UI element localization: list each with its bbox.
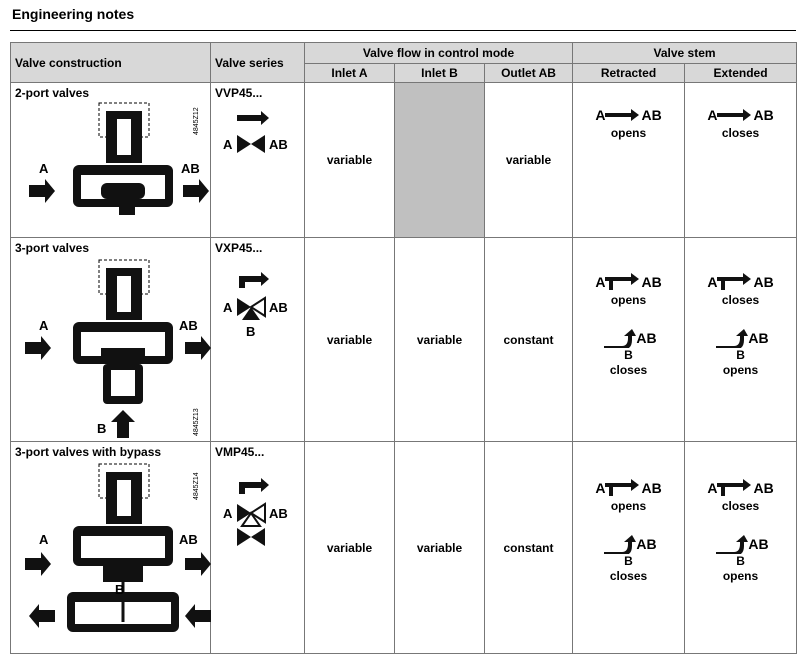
right-arrow-icon <box>717 272 753 292</box>
header-valve-stem: Valve stem <box>573 43 797 64</box>
stem-label-b: B <box>624 554 633 568</box>
construction-label: 3-port valves <box>15 241 90 255</box>
stem-label-ab: AB <box>748 330 769 346</box>
retracted-cell <box>573 442 685 654</box>
drawing-code: 4845Z14 <box>193 472 200 500</box>
stem-flow-b-ab <box>573 328 684 348</box>
drawing-code: 4845Z13 <box>193 408 200 436</box>
table-row <box>11 238 797 442</box>
page-title: Engineering notes <box>12 6 135 22</box>
extended-cell <box>685 442 797 654</box>
stem-state: opens <box>610 293 647 307</box>
stem-label-ab: AB <box>753 107 774 123</box>
stem-flow-b-ab <box>573 534 684 554</box>
stem-state: opens <box>610 499 647 513</box>
bend-arrow-icon <box>712 328 748 348</box>
three-port-bypass-valve-drawing <box>11 442 211 652</box>
stem-flow-a-ab <box>685 478 796 498</box>
stem-label-a: A <box>595 274 606 290</box>
construction-cell <box>11 442 211 654</box>
inlet-a-value: variable <box>305 238 395 442</box>
outlet-ab-value: variable <box>485 83 573 238</box>
header-inlet-a: Inlet A <box>305 64 395 83</box>
stem-flow-b-ab <box>685 534 796 554</box>
stem-label-ab: AB <box>636 536 657 552</box>
engineering-table <box>10 42 797 654</box>
retracted-cell <box>573 238 685 442</box>
table-row <box>11 83 797 238</box>
symbol-label-a: A <box>223 137 233 152</box>
series-label: VVP45... <box>215 86 263 100</box>
series-label: VMP45... <box>215 445 265 459</box>
stem-label-ab: AB <box>753 480 774 496</box>
stem-label-a: A <box>707 107 718 123</box>
port-label-ab: AB <box>179 318 198 333</box>
stem-state: opens <box>722 363 759 377</box>
stem-label-ab: AB <box>636 330 657 346</box>
header-retracted: Retracted <box>573 64 685 83</box>
right-arrow-icon <box>605 478 641 498</box>
title-divider <box>10 30 796 31</box>
header-inlet-b: Inlet B <box>395 64 485 83</box>
stem-flow-a-ab <box>685 272 796 292</box>
series-cell <box>211 238 305 442</box>
stem-label-b: B <box>624 348 633 362</box>
stem-state: closes <box>609 363 648 377</box>
stem-label-a: A <box>707 480 718 496</box>
series-cell <box>211 83 305 238</box>
header-extended: Extended <box>685 64 797 83</box>
symbol-label-a: A <box>223 300 233 315</box>
right-arrow-icon <box>605 272 641 292</box>
port-label-ab: AB <box>181 161 200 176</box>
stem-label-ab: AB <box>641 274 662 290</box>
stem-flow-a-ab <box>573 105 684 125</box>
stem-label-ab: AB <box>641 107 662 123</box>
drawing-code: 4845Z12 <box>193 107 200 135</box>
construction-cell <box>11 238 211 442</box>
stem-label-b: B <box>736 554 745 568</box>
stem-flow-a-ab <box>573 478 684 498</box>
construction-label: 3-port valves with bypass <box>15 445 162 459</box>
right-arrow-icon <box>717 108 753 122</box>
inlet-a-value: variable <box>305 83 395 238</box>
stem-state: closes <box>721 126 760 140</box>
port-label-b: B <box>97 421 107 436</box>
header-valve-construction: Valve construction <box>11 43 211 83</box>
symbol-label-b: B <box>246 324 256 339</box>
symbol-label-ab: AB <box>269 137 288 152</box>
inlet-b-value: variable <box>395 442 485 654</box>
port-label-a: A <box>39 318 49 333</box>
series-label: VXP45... <box>215 241 263 255</box>
stem-state: closes <box>721 293 760 307</box>
extended-cell <box>685 83 797 238</box>
stem-flow-a-ab <box>573 272 684 292</box>
header-outlet-ab: Outlet AB <box>485 64 573 83</box>
inlet-b-value <box>395 83 485 238</box>
port-label-ab: AB <box>179 532 198 547</box>
two-port-valve-symbol <box>211 103 305 183</box>
three-port-valve-drawing <box>11 238 211 438</box>
right-arrow-icon <box>605 108 641 122</box>
stem-label-a: A <box>707 274 718 290</box>
stem-state: closes <box>609 569 648 583</box>
inlet-b-value: variable <box>395 238 485 442</box>
stem-flow-a-ab <box>685 105 796 125</box>
stem-label-a: A <box>595 480 606 496</box>
bypass-valve-symbol <box>211 462 305 562</box>
two-port-valve-drawing <box>11 83 211 233</box>
stem-label-ab: AB <box>748 536 769 552</box>
bend-arrow-icon <box>712 534 748 554</box>
stem-label-a: A <box>595 107 606 123</box>
port-label-a: A <box>39 161 49 176</box>
right-arrow-icon <box>717 478 753 498</box>
header-valve-series: Valve series <box>211 43 305 83</box>
outlet-ab-value: constant <box>485 442 573 654</box>
outlet-ab-value: constant <box>485 238 573 442</box>
stem-flow-b-ab <box>685 328 796 348</box>
bend-arrow-icon <box>600 534 636 554</box>
retracted-cell <box>573 83 685 238</box>
stem-state: closes <box>721 499 760 513</box>
inlet-a-value: variable <box>305 442 395 654</box>
stem-label-ab: AB <box>641 480 662 496</box>
stem-state: opens <box>722 569 759 583</box>
stem-label-ab: AB <box>753 274 774 290</box>
extended-cell <box>685 238 797 442</box>
port-label-a: A <box>39 532 49 547</box>
symbol-label-ab: AB <box>269 506 288 521</box>
series-cell <box>211 442 305 654</box>
three-port-valve-symbol <box>211 258 305 348</box>
symbol-label-ab: AB <box>269 300 288 315</box>
header-valve-flow: Valve flow in control mode <box>305 43 573 64</box>
symbol-label-a: A <box>223 506 233 521</box>
construction-cell <box>11 83 211 238</box>
bend-arrow-icon <box>600 328 636 348</box>
construction-label: 2-port valves <box>15 86 90 100</box>
stem-label-b: B <box>736 348 745 362</box>
table-row <box>11 442 797 654</box>
port-label-b: B <box>115 582 125 597</box>
stem-state: opens <box>610 126 647 140</box>
